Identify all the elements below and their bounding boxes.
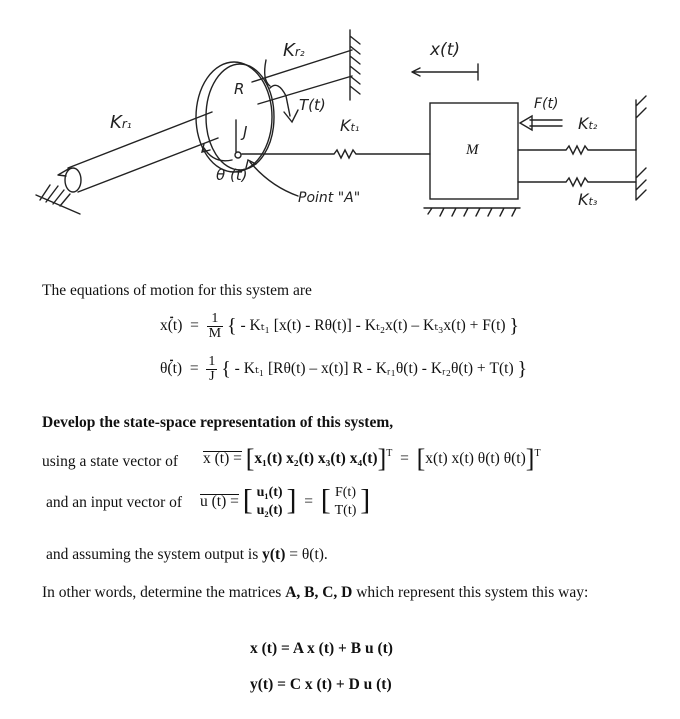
label-kt2: Kt₂ <box>578 114 598 133</box>
x-arrow <box>412 64 478 80</box>
output-equation: y(t) = C x (t) + D u (t) <box>250 676 392 693</box>
label-force: F(t) <box>534 96 559 112</box>
equation-1: •• x(t) = $\frac{1}{M}$ { - Kₜ₁ [x(t) - Rθ(t)] - Kₜ₂x(t) – Kₜ₃x(t) + F(t) } <box>160 312 519 341</box>
label-kr1: Kr₁ <box>110 112 132 133</box>
spring-kt2 <box>518 146 636 154</box>
spring-kt1 <box>242 150 430 158</box>
state-equation: x (t) = A x (t) + B u (t) <box>250 640 393 657</box>
spring-kt3 <box>518 178 636 186</box>
state-vector: x (t) = [x₁(t) x₂(t) x₃(t) x₄(t)]$^T$ = [x(t) x(t) θ(t) θ(t)]$^T$ <box>203 444 541 473</box>
ground-top-hatch <box>350 30 360 100</box>
force-arrow <box>520 116 562 130</box>
label-torque: T(t) <box>299 96 326 114</box>
input-prefix: and an input vector of <box>46 494 183 511</box>
ground-mass-hatch <box>424 208 520 216</box>
label-kt3: Kt₃ <box>578 190 598 209</box>
disk <box>196 62 272 172</box>
shaft-left <box>68 112 218 192</box>
other-words-text: In other words, determine the matrices A, B, C, D which represent this system this way: <box>42 584 589 601</box>
label-point-a: Point "A" <box>298 190 361 206</box>
ground-right-hatch <box>636 96 646 200</box>
develop-text: Develop the state-space representation of this system, <box>42 414 394 431</box>
output-sentence: and assuming the system output is y(t) = θ(t). <box>46 546 328 563</box>
intro-text: The equations of motion for this system are <box>42 282 312 299</box>
label-theta: θ (t) <box>216 166 248 184</box>
label-kr2: Kr₂ <box>283 40 305 61</box>
label-mass: M <box>466 142 479 158</box>
equation-2: •• θ(t) = $\frac{1}{J}$ { - Kₜ₁ [Rθ(t) – x(t)] R - Kᵣ₁θ(t) - Kᵣ₂θ(t) + T(t) } <box>160 355 527 384</box>
label-J: J <box>243 123 248 141</box>
shaft-end <box>65 168 81 192</box>
input-vector: u (t) = [ u₁(t) u₂(t) ] = [ F(t) T(t) ] <box>200 483 371 518</box>
label-kt1: Kt₁ <box>340 116 360 135</box>
ground-left-hatch <box>36 185 80 214</box>
point-a-leader <box>250 162 298 196</box>
state-prefix: using a state vector of <box>42 453 179 470</box>
label-x: x(t) <box>430 40 460 60</box>
label-R: R <box>234 80 245 98</box>
